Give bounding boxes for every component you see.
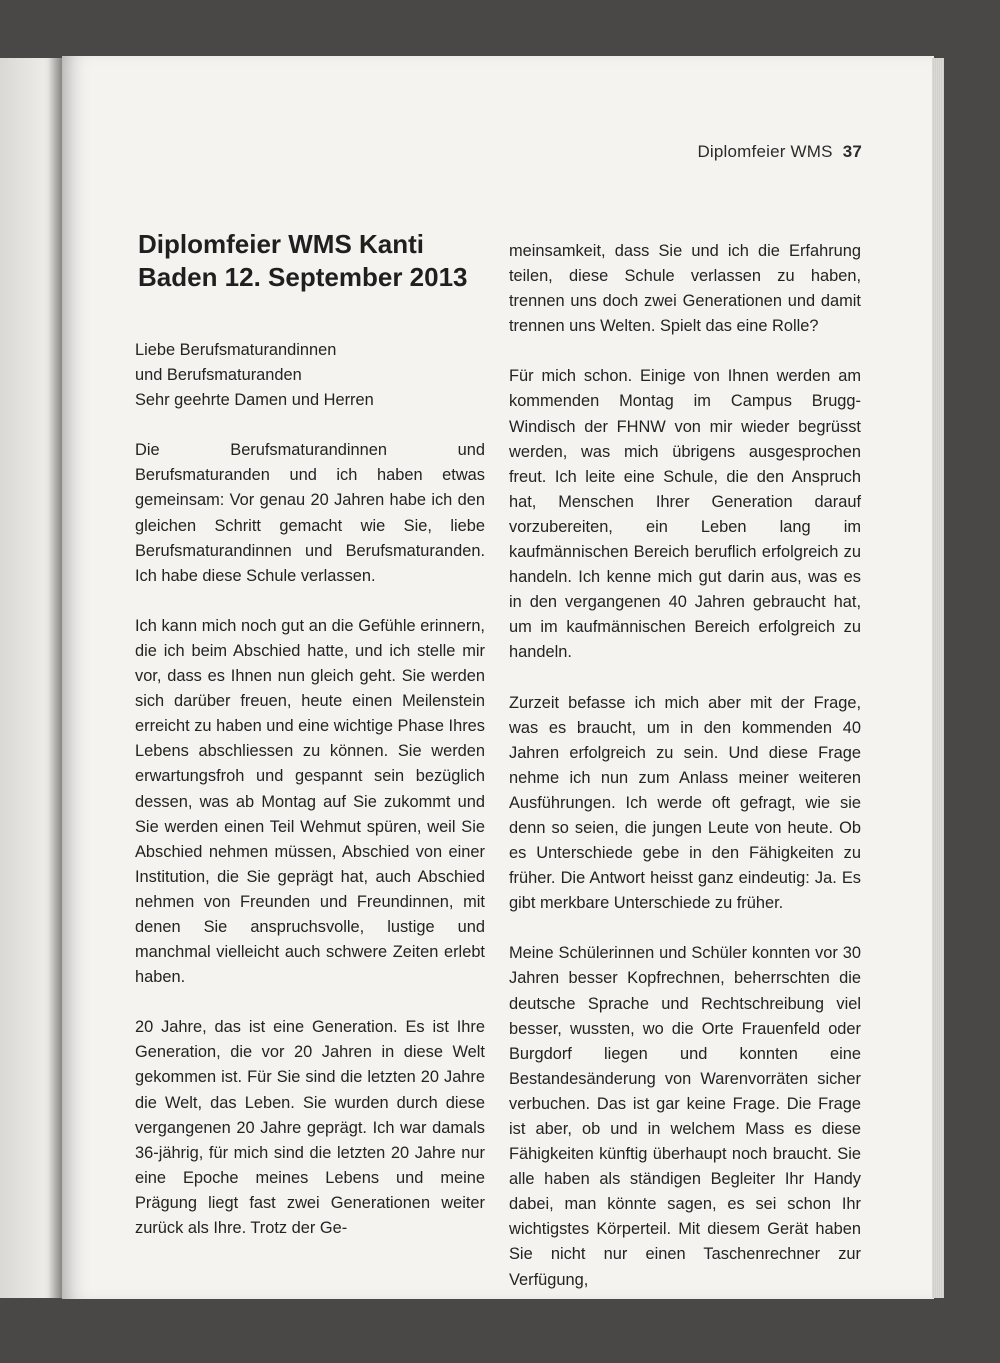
text-column-right <box>509 239 861 1293</box>
page-number: 37 <box>842 142 862 161</box>
paragraph: Zurzeit befasse ich mich aber mit der Frage, was es braucht, um in den kommenden 40 Jahren erfolgreich zu sein. Und diese Frage nehme ich nun zum Anlass meiner weiteren Ausführungen. Ich werde oft gefragt, wie sie denn so seien, die jungen Leute von heute. Ob es Unterschiede gebe in den Fähigkeiten zu früher. Die Antwort heisst ganz eindeutig: Ja. Es gibt merkbare Unterschiede zu früher. <box>509 693 861 913</box>
salutation <box>135 338 485 413</box>
paragraph: Für mich schon. Einige von Ihnen werden am kommenden Montag im Campus Brugg-Windisch der FHNW von mir wieder begrüsst werden, was mich übrigens ausgesprochen freut. Ich leite eine Schule, die den Anspruch hat, Menschen Ihrer Generation darauf vorzubereiten, ein Leben lang im kaufmännischen Bereich beruflich erfolgreich zu handeln. Ich kenne mich gut darin aus, was es in den vergangenen 40 Jahren gebraucht hat, um im kaufmännischen Bereich erfolgreich zu handeln. <box>509 367 861 662</box>
paragraph: 20 Jahre, das ist eine Generation. Es ist Ihre Generation, die vor 20 Jahren in diese Welt gekommen ist. Für Sie sind die letzten 20 Jahre die Welt, das Leben. Sie wurden durch diese vergangenen 20 Jahre geprägt. Ich war damals 36-jährig, für mich sind die letzten 20 Jahre nur eine Epoche meines Lebens und meine Prägung liegt fast zwei Generationen weiter zurück als Ihre. Trotz der Ge- <box>135 1018 485 1237</box>
text-column-left <box>135 338 485 1241</box>
paragraph: meinsamkeit, dass Sie und ich die Erfahrung teilen, diese Schule verlassen zu haben, trennen uns doch zwei Generationen und damit trennen uns Welten. Spielt das eine Rolle? <box>509 242 861 336</box>
paragraph: Die Berufsmaturandinnen und Berufsmaturanden und ich haben etwas gemeinsam: Vor genau 20 Jahren habe ich den gleichen Schritt gemacht wie Sie, liebe Berufsmaturandinnen und Berufsmaturanden. Ich habe diese Schule verlassen. <box>135 441 485 585</box>
title-line-1: Diplomfeier WMS Kanti <box>138 229 425 259</box>
paragraph: Ich kann mich noch gut an die Gefühle erinnern, die ich beim Abschied hatte, und ich stelle mir vor, dass es Ihnen nun gleich geht. Sie werden sich darüber freuen, heute einen Meilenstein erreicht zu haben und eine wichtige Phase Ihres Lebens abschliessen zu können. Sie werden erwartungsfroh und gespannt sein bezüglich dessen, was ab Montag auf Sie zukommt und Sie werden einen Teil Wehmut spüren, weil Sie Abschied nehmen müssen, Abschied von einer Institution, die Sie geprägt hat, auch Abschied nehmen von Freunden und Freundinnen, mit denen Sie anspruchsvolle, lustige und manchmal vielleicht auch schwere Zeiten erlebt haben. <box>135 616 485 987</box>
paragraph: Meine Schülerinnen und Schüler konnten vor 30 Jahren besser Kopfrechnen, beherrschten die deutsche Sprache und Rechtschreibung viel besser, wussten, wo die Orte Frauenfeld oder Burgdorf liegen und konnten eine Bestandesänderung von Warenvorräten sicher verbuchen. Das ist gar keine Frage. Die Frage ist aber, ob und in welchem Mass es diese Fähigkeiten künftig überhaupt noch braucht. Sie alle haben als ständigen Begleiter Ihr Handy dabei, man könnte sagen, es sei schon Ihr wichtigstes Körperteil. Mit diesem Gerät haben Sie nicht nur einen Taschenrechner zur Verfügung, <box>509 944 861 1289</box>
running-header-section: Diplomfeier WMS <box>697 142 833 161</box>
salutation-line: Liebe Berufsmaturandinnen <box>135 341 337 359</box>
book-page <box>62 56 934 1299</box>
page-stack-edge <box>932 58 944 1298</box>
title-line-2: Baden 12. September 2013 <box>138 262 468 292</box>
salutation-line: Sehr geehrte Damen und Herren <box>135 391 374 410</box>
article-title <box>138 228 518 294</box>
salutation-line: und Berufsmaturanden <box>135 366 302 385</box>
running-header <box>697 142 862 162</box>
